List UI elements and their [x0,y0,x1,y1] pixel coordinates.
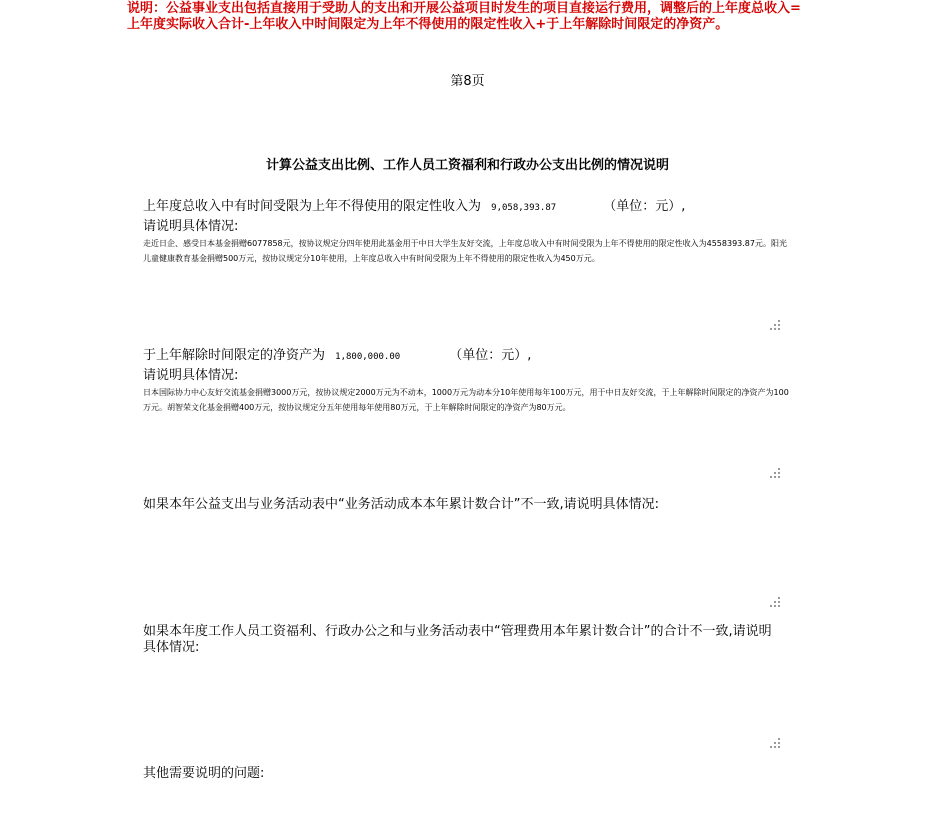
section1-question [143,199,685,216]
page-number: 第8页 [450,74,485,89]
resize-grip-icon[interactable] [770,468,782,478]
section5-question: 其他需要说明的问题: [143,766,265,781]
section3-answer[interactable] [143,517,793,597]
section4-question: 如果本年度工作人员工资福利、行政办公之和与业务活动表中“管理费用本年累计数合计”的合计不一致,请说明具体情况: [143,624,772,655]
resize-grip-icon[interactable] [770,597,782,607]
section3-question: 如果本年公益支出与业务活动表中“业务活动成本本年累计数合计”不一致,请说明具体情况: [143,497,659,512]
resize-grip-icon[interactable] [770,320,782,330]
section2-prompt: 请说明具体情况: [143,368,239,383]
section1-value: 9,058,393.87 [491,203,557,213]
section2-unit: （单位：元）, [449,348,532,363]
page-title: 计算公益支出比例、工作人员工资福利和行政办公支出比例的情况说明 [265,158,669,173]
section2-label: 于上年解除时间限定的净资产为 [143,348,326,363]
instruction-note: 说明：公益事业支出包括直接用于受助人的支出和开展公益项目时发生的项目直接运行费用，调整后的上年度总收入=上年度实际收入合计-上年收入中时间限定为上年不得使用的限定性收入+于上年解除时间限定的净资产。 [127,1,801,32]
section1-unit: （单位：元）, [603,199,686,214]
section1-detail[interactable]: 走近日企、感受日本基金捐赠6077858元，按协议规定分四年使用此基金用于中日大学生友好交流，上年度总收入中有时间受限为上年不得使用的限定性收入为4558393.87元。阳光儿童健康教育基金捐赠500万元，按协议规定分10年使用，上年度总收入中有时间受限为上年不得使用的限定性收入为450万元。 [143,239,787,263]
section2-detail[interactable]: 日本国际协力中心友好交流基金捐赠3000万元，按协议规定2000万元为不动本，1000万元为动本分10年使用每年100万元，用于中日友好交流，于上年解除时间限定的净资产为100万元。胡智荣文化基金捐赠400万元，按协议规定分五年使用每年使用80万元，于上年解除时间限定的净资产为80万元。 [143,388,789,412]
section2-question [143,348,531,365]
section5-answer[interactable] [143,786,793,812]
resize-grip-icon[interactable] [770,738,782,748]
section1-label: 上年度总收入中有时间受限为上年不得使用的限定性收入为 [143,199,482,214]
section1-prompt: 请说明具体情况: [143,219,239,234]
section2-value: 1,800,000.00 [335,352,401,362]
section4-answer[interactable] [143,660,793,738]
